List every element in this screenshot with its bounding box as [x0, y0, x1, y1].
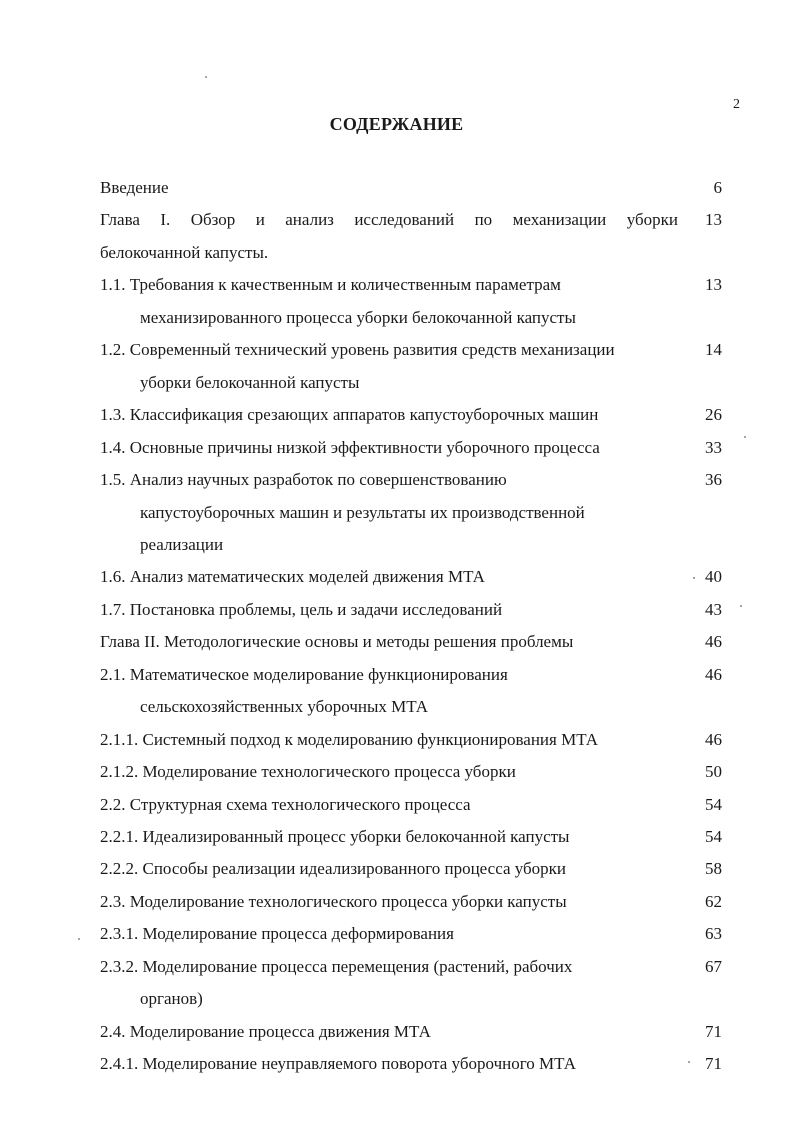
toc-page-number: 63 [705, 924, 722, 944]
toc-page-number: 33 [705, 437, 722, 457]
toc-page-number: 71 [705, 1054, 722, 1074]
toc-page-number: 26 [705, 405, 722, 425]
toc-page-number: 71 [705, 1021, 722, 1041]
page-number: 2 [733, 97, 740, 112]
toc-entry-line: 1.1. Требования к качественным и количественным параметрам [100, 275, 561, 295]
toc-page-number: 58 [705, 859, 722, 879]
toc-page-number: 46 [705, 632, 722, 652]
toc-page-number: 62 [705, 891, 722, 911]
toc-entry-line: уборки белокочанной капусты [140, 372, 360, 392]
toc-entry-line: 2.1. Математическое моделирование функционирования [100, 664, 508, 684]
toc-entry-line: 2.1.1. Системный подход к моделированию функционирования МТА [100, 729, 599, 749]
toc-entry-line: 1.7. Постановка проблемы, цель и задачи исследований [100, 599, 503, 619]
toc-entry-line: белокочанной капусты. [100, 242, 269, 262]
toc-page-number: 13 [705, 275, 722, 295]
toc-page-number: 6 [713, 178, 722, 197]
toc-entry-line: 2.3.2. Моделирование процесса перемещения (растений, рабочих [100, 956, 573, 976]
toc-page-number: 43 [705, 599, 722, 619]
toc-page-number: 46 [705, 729, 722, 749]
toc-page-number: 67 [705, 956, 722, 976]
toc-entry-line: 2.3.1. Моделирование процесса деформирования [100, 924, 454, 944]
toc-entry-line: сельскохозяйственных уборочных МТА [140, 697, 429, 717]
toc-entry-line: Глава I. Обзор и анализ исследований по механизации уборки [100, 210, 678, 230]
toc-entry-line: органов) [140, 989, 203, 1009]
toc-entry-line: 2.4. Моделирование процесса движения МТА [100, 1021, 431, 1041]
toc-page-number: 54 [705, 827, 722, 846]
toc-entry-line: 2.1.2. Моделирование технологического процесса уборки [100, 762, 516, 782]
toc-page-number: 50 [705, 762, 722, 782]
toc-entry-line: 1.6. Анализ математических моделей движения МТА [100, 567, 485, 587]
toc-entry-line: 2.2. Структурная схема технологического процесса [100, 794, 471, 814]
toc-page-number: 36 [705, 470, 722, 490]
toc-entry-line: 1.5. Анализ научных разработок по совершенствованию [100, 470, 507, 490]
toc-entry-line: реализации [140, 534, 224, 554]
toc-entry-line: 2.2.1. Идеализированный процесс уборки белокочанной капусты [100, 827, 570, 846]
toc-page-number: 54 [705, 794, 722, 814]
toc-page-number: 40 [705, 567, 722, 587]
toc-page-number: 13 [705, 210, 722, 230]
toc-entry-line: 1.4. Основные причины низкой эффективности уборочного процесса [100, 437, 600, 457]
toc-page-number: 14 [705, 340, 722, 360]
toc-entry-line: Глава II. Методологические основы и методы решения проблемы [100, 632, 574, 652]
toc-entry-line: капустоуборочных машин и результаты их производственной [140, 502, 585, 522]
toc-title: СОДЕРЖАНИЕ [329, 114, 464, 134]
toc-entry-line: 2.2.2. Способы реализации идеализированного процесса уборки [100, 859, 567, 879]
toc-entry-line: 1.2. Современный технический уровень развития средств механизации [100, 340, 615, 360]
toc-entry-line: Введение [100, 178, 169, 197]
toc-entry-line: механизированного процесса уборки белокочанной капусты [140, 307, 576, 327]
toc-entry-line: 2.4.1. Моделирование неуправляемого поворота уборочного МТА [100, 1054, 576, 1074]
toc-entry-line: 2.3. Моделирование технологического процесса уборки капусты [100, 891, 567, 911]
toc-entry-line: 1.3. Классификация срезающих аппаратов капустоуборочных машин [100, 405, 599, 425]
toc-page-number: 46 [705, 664, 722, 684]
